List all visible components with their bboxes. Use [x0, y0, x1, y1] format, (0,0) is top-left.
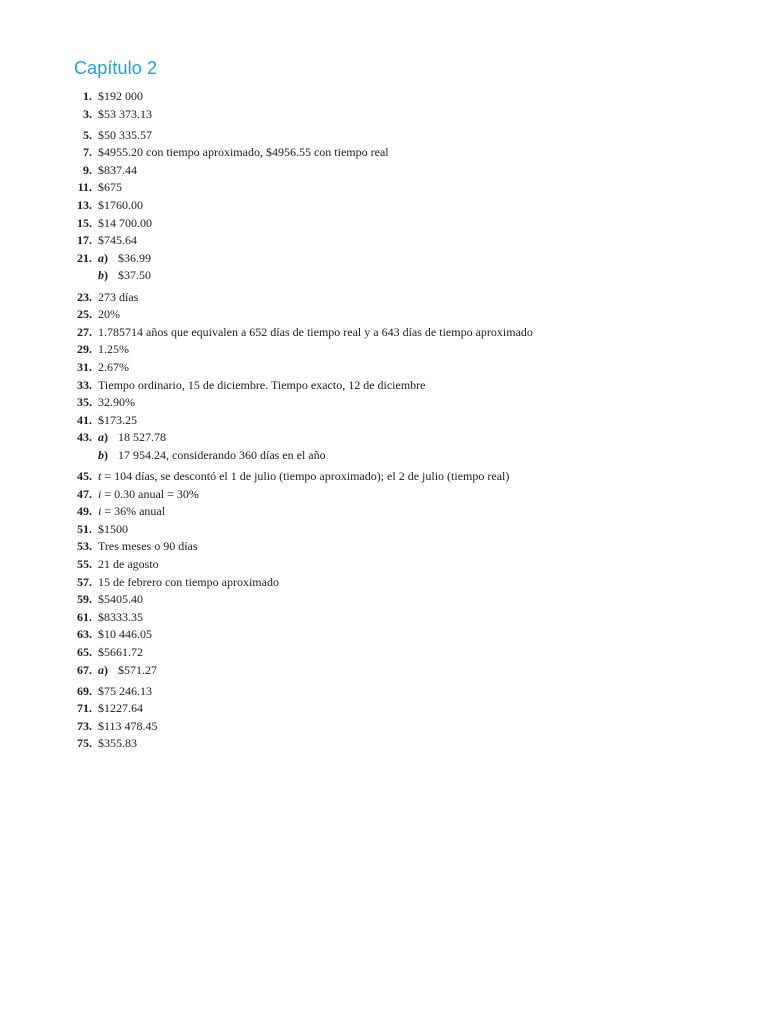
answer-number: 33. [77, 377, 92, 392]
answer-row [0, 447, 768, 465]
answer-number: 35. [77, 395, 92, 410]
answer-text: 32.90% [98, 395, 135, 410]
answer-sub-letter: b) [98, 268, 108, 283]
answer-text: $173.25 [98, 412, 137, 427]
answer-row [0, 662, 768, 680]
answer-number: 9. [83, 162, 92, 177]
answer-number: 31. [77, 359, 92, 374]
answer-text: Tres meses o 90 días [98, 539, 198, 554]
answer-row [0, 306, 768, 324]
answer-text: $36.99 [118, 250, 151, 265]
answer-text: $10 446.05 [98, 627, 152, 642]
answer-row [0, 215, 768, 233]
answer-row [0, 574, 768, 592]
answer-text: $4955.20 con tiempo aproximado, $4956.55 con tiempo real [98, 145, 389, 160]
answer-text: 273 días [98, 289, 139, 304]
answer-text: i = 0.30 anual = 30% [98, 486, 199, 501]
answer-number: 61. [77, 609, 92, 624]
answer-number: 5. [83, 127, 92, 142]
answer-text: 20% [98, 307, 120, 322]
answer-number: 63. [77, 627, 92, 642]
answer-row [0, 197, 768, 215]
answer-text: $5661.72 [98, 644, 143, 659]
answer-row [0, 626, 768, 644]
answer-number: 27. [77, 324, 92, 339]
answer-text: 18 527.78 [118, 430, 166, 445]
answer-number: 69. [77, 683, 92, 698]
answer-sub-letter: a) [98, 662, 108, 677]
answer-list [0, 88, 768, 753]
answer-row [0, 289, 768, 307]
answer-number: 1. [83, 89, 92, 103]
answer-text: $675 [98, 180, 122, 195]
answer-number: 65. [77, 644, 92, 659]
answer-row [0, 609, 768, 627]
answer-text: $571.27 [118, 662, 157, 677]
answer-number: 17. [77, 233, 92, 248]
answer-row [0, 412, 768, 430]
answer-number: 75. [77, 736, 92, 751]
answer-row [0, 162, 768, 180]
answer-number: 57. [77, 574, 92, 589]
answer-text: $75 246.13 [98, 683, 152, 698]
answer-text: $745.64 [98, 233, 137, 248]
answer-sub-letter: b) [98, 447, 108, 462]
answer-number: 13. [77, 198, 92, 213]
answer-row [0, 700, 768, 718]
answer-row [0, 106, 768, 124]
answer-number: 29. [77, 342, 92, 357]
answer-text: t = 104 días, se descontó el 1 de julio (tiempo aproximado); el 2 de julio (tiempo real) [98, 468, 510, 483]
answer-text: 2.67% [98, 359, 129, 374]
answer-number: 45. [77, 468, 92, 483]
answer-row [0, 429, 768, 447]
answer-number: 43. [77, 430, 92, 445]
answer-number: 25. [77, 307, 92, 322]
answer-row [0, 468, 768, 486]
answer-text: 1.25% [98, 342, 129, 357]
answer-text: Tiempo ordinario, 15 de diciembre. Tiempo exacto, 12 de diciembre [98, 377, 426, 392]
answer-row [0, 250, 768, 268]
answer-number: 73. [77, 718, 92, 733]
answer-text: $1760.00 [98, 198, 143, 213]
answer-row [0, 377, 768, 395]
answer-row [0, 179, 768, 197]
answer-number: 15. [77, 215, 92, 230]
answer-row [0, 718, 768, 736]
answer-row [0, 88, 768, 106]
answer-row [0, 394, 768, 412]
answer-row [0, 341, 768, 359]
answer-text: 21 de agosto [98, 556, 159, 571]
answer-number: 55. [77, 556, 92, 571]
chapter-title: Capítulo 2 [74, 58, 158, 78]
answer-row [0, 538, 768, 556]
answer-row [0, 521, 768, 539]
answer-text: $837.44 [98, 162, 137, 177]
answer-text: $37.50 [118, 268, 151, 283]
answer-text: $50 335.57 [98, 127, 152, 142]
answer-row [0, 486, 768, 504]
answer-row [0, 267, 768, 285]
answer-row [0, 127, 768, 145]
answer-text: $53 373.13 [98, 106, 152, 121]
answer-row [0, 683, 768, 701]
answer-text: $5405.40 [98, 592, 143, 607]
answer-row [0, 324, 768, 342]
answer-text: 1.785714 años que equivalen a 652 días de tiempo real y a 643 días de tiempo aproximado [98, 324, 533, 339]
answer-number: 23. [77, 289, 92, 304]
answer-text: 17 954.24, considerando 360 días en el año [118, 447, 326, 462]
answer-number: 71. [77, 701, 92, 716]
answer-number: 41. [77, 412, 92, 427]
answer-row [0, 359, 768, 377]
answer-number: 59. [77, 592, 92, 607]
answer-number: 53. [77, 539, 92, 554]
answer-text: $8333.35 [98, 609, 143, 624]
answer-text: 15 de febrero con tiempo aproximado [98, 574, 279, 589]
answer-text: $1500 [98, 521, 128, 536]
answer-sub-letter: a) [98, 250, 108, 265]
answer-row [0, 556, 768, 574]
answer-text: $1227.64 [98, 701, 143, 716]
answer-number: 51. [77, 521, 92, 536]
answer-number: 21. [77, 250, 92, 265]
answer-row [0, 735, 768, 753]
answer-text: $355.83 [98, 736, 137, 751]
answer-number: 67. [77, 662, 92, 677]
answer-text: i = 36% anual [98, 504, 166, 519]
answer-number: 49. [77, 504, 92, 519]
answer-row [0, 144, 768, 162]
answer-number: 11. [77, 180, 92, 195]
answer-row [0, 591, 768, 609]
answer-sub-letter: a) [98, 430, 108, 445]
answer-text: $113 478.45 [98, 718, 158, 733]
answer-number: 47. [77, 486, 92, 501]
answer-row [0, 232, 768, 250]
answer-row [0, 644, 768, 662]
answer-text: $192 000 [98, 89, 143, 103]
answer-number: 3. [83, 106, 92, 121]
answer-row [0, 503, 768, 521]
answer-number: 7. [83, 145, 92, 160]
answer-text: $14 700.00 [98, 215, 152, 230]
